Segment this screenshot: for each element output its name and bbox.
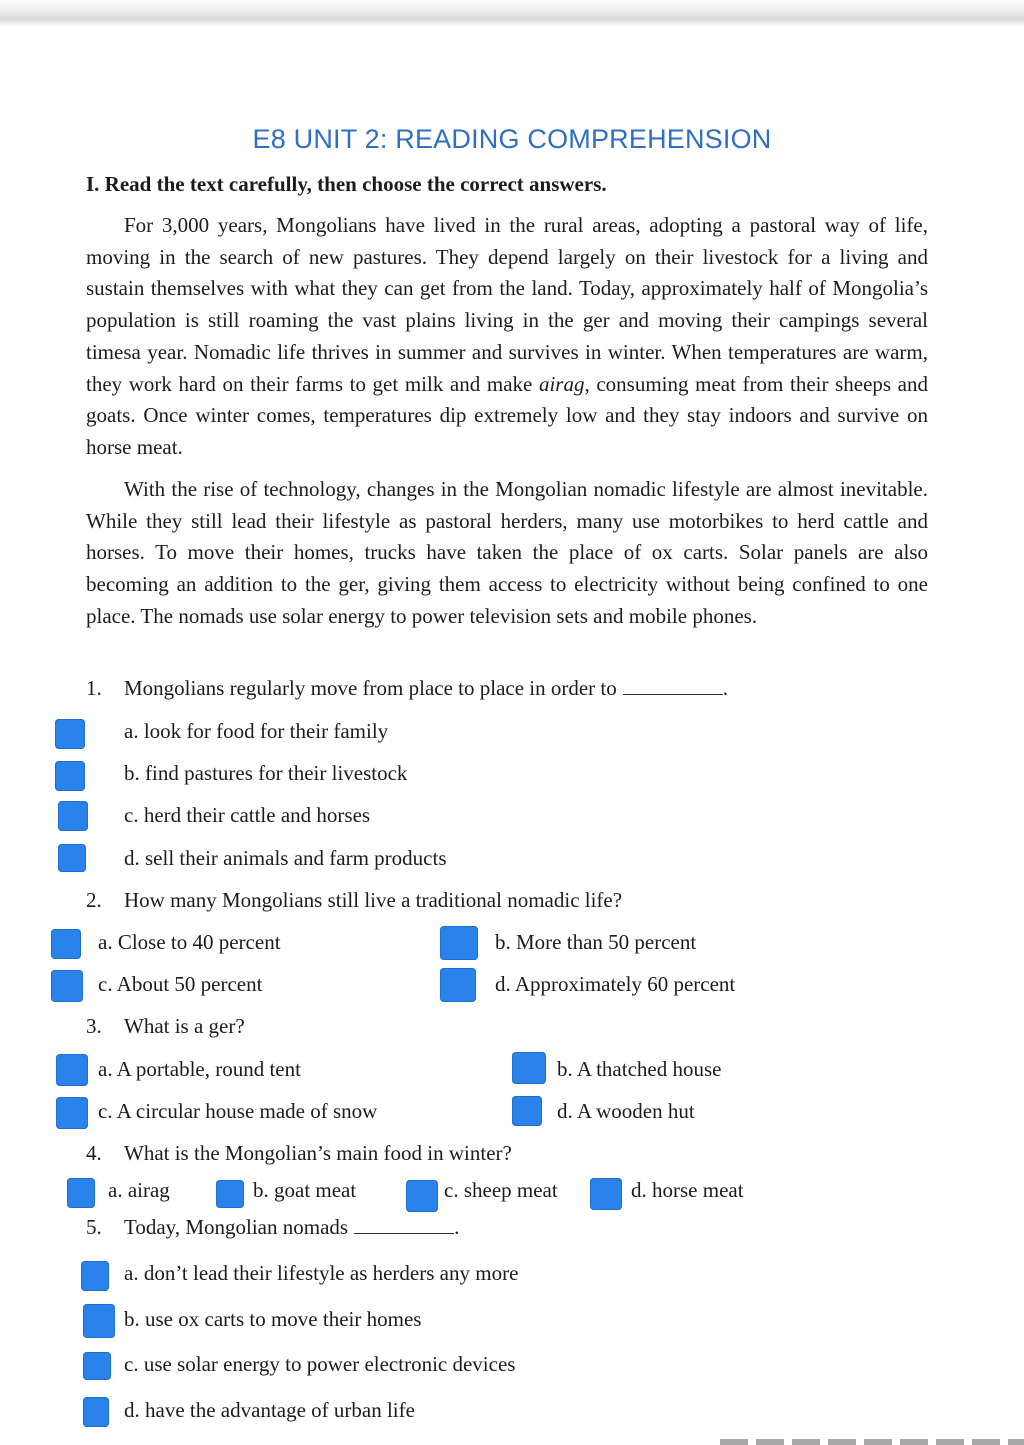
q4-option-c-checkbox[interactable] [406, 1180, 438, 1212]
q5-option-a-checkbox[interactable] [81, 1261, 109, 1291]
q1-option-b-label: b. find pastures for their livestock [124, 761, 408, 785]
question-5-blank [354, 1215, 454, 1234]
q1-option-c-checkbox[interactable] [58, 801, 88, 831]
q1-option-d-checkbox[interactable] [58, 844, 86, 872]
passage-paragraph-1 [86, 210, 928, 464]
q1-option-a-checkbox[interactable] [55, 719, 85, 749]
q4-option-b-label: b. goat meat [253, 1178, 357, 1202]
q5-option-a-label: a. don’t lead their lifestyle as herders any more [124, 1261, 519, 1285]
question-1-number: 1. [86, 676, 102, 700]
question-3-number: 3. [86, 1014, 102, 1038]
q5-option-b-checkbox[interactable] [83, 1304, 115, 1338]
question-1-text [124, 676, 728, 701]
q3-option-b-checkbox[interactable] [512, 1052, 546, 1084]
passage-p1-part-b: , consuming meat from their sheeps and goats. Once winter comes, temperatures dip extremely low and they stay indoors and survive on horse meat. [86, 371, 928, 459]
q4-option-a-checkbox[interactable] [67, 1178, 95, 1208]
q3-option-d-label: d. A wooden hut [557, 1099, 695, 1123]
question-5-text [124, 1215, 459, 1240]
q2-option-d-label: d. Approximately 60 percent [495, 972, 736, 996]
passage-airag-term: airag [538, 371, 585, 396]
question-4-text: What is the Mongolian’s main food in winter? [124, 1141, 512, 1165]
q3-option-c-label: c. A circular house made of snow [98, 1099, 378, 1123]
question-1-blank [623, 676, 723, 695]
bottom-edge-decoration [720, 1439, 1024, 1445]
question-1-tail: . [722, 676, 729, 700]
instruction: I. Read the text carefully, then choose the correct answers. [86, 172, 607, 196]
q1-option-b-checkbox[interactable] [55, 761, 85, 791]
top-edge-bar [0, 0, 1024, 26]
q2-option-b-checkbox[interactable] [440, 926, 478, 960]
question-2-number: 2. [86, 888, 102, 912]
q2-option-c-label: c. About 50 percent [98, 972, 263, 996]
q3-option-c-checkbox[interactable] [56, 1097, 88, 1129]
passage-paragraph-2: With the rise of technology, changes in the Mongolian nomadic lifestyle are almost inevitable. While they still lead their lifestyle as pastoral herders, many use motorbikes to herd cattle and horses. To move their homes, trucks have taken the place of ox carts. Solar panels are also becoming an addition to the ger, giving them access to electricity without being confined to one place. The nomads use solar energy to power television sets and mobile phones. [86, 477, 928, 628]
passage-p1-part-a: For 3,000 years, Mongolians have lived in the rural areas, adopting a pastoral way of life, moving in the search of new pastures. They depend largely on their livestock for a living and sustain themselves with what they can get from the land. Today, approximately half of Mongolia’s population is still roaming the vast plains living in the ger and moving their campings several timesa year. Nomadic life thrives in summer and survives in winter. When temperatures are warm, they work hard on their farms to get milk and make [86, 213, 928, 396]
question-1-stem: Mongolians regularly move from place to place in order to [124, 676, 617, 700]
q3-option-a-checkbox[interactable] [56, 1054, 88, 1086]
question-5-number: 5. [86, 1215, 102, 1239]
q2-option-b-label: b. More than 50 percent [495, 930, 697, 954]
q2-option-c-checkbox[interactable] [51, 970, 83, 1002]
q4-option-d-checkbox[interactable] [590, 1178, 622, 1210]
q1-option-d-label: d. sell their animals and farm products [124, 846, 447, 870]
q3-option-d-checkbox[interactable] [512, 1096, 542, 1126]
q5-option-d-label: d. have the advantage of urban life [124, 1398, 415, 1422]
question-5-tail: . [454, 1215, 460, 1239]
q3-option-a-label: a. A portable, round tent [98, 1057, 301, 1081]
q4-option-c-label: c. sheep meat [444, 1178, 558, 1202]
q4-option-a-label: a. airag [108, 1178, 170, 1202]
q4-option-d-label: d. horse meat [631, 1178, 744, 1202]
question-3-text: What is a ger? [124, 1014, 245, 1038]
question-5-stem: Today, Mongolian nomads [124, 1215, 349, 1239]
q1-option-a-label: a. look for food for their family [124, 719, 389, 743]
q1-option-c-label: c. herd their cattle and horses [124, 803, 371, 827]
q5-option-d-checkbox[interactable] [83, 1397, 109, 1427]
q2-option-d-checkbox[interactable] [440, 968, 476, 1002]
q5-option-c-label: c. use solar energy to power electronic devices [124, 1352, 516, 1376]
question-2-text: How many Mongolians still live a traditional nomadic life? [124, 888, 623, 912]
q2-option-a-checkbox[interactable] [51, 929, 81, 959]
page-title: E8 UNIT 2: READING COMPREHENSION [252, 124, 772, 154]
q2-option-a-label: a. Close to 40 percent [98, 930, 281, 954]
q5-option-c-checkbox[interactable] [83, 1352, 111, 1380]
q4-option-b-checkbox[interactable] [216, 1180, 244, 1208]
question-4-number: 4. [86, 1141, 102, 1165]
q3-option-b-label: b. A thatched house [557, 1057, 722, 1081]
q5-option-b-label: b. use ox carts to move their homes [124, 1307, 422, 1331]
